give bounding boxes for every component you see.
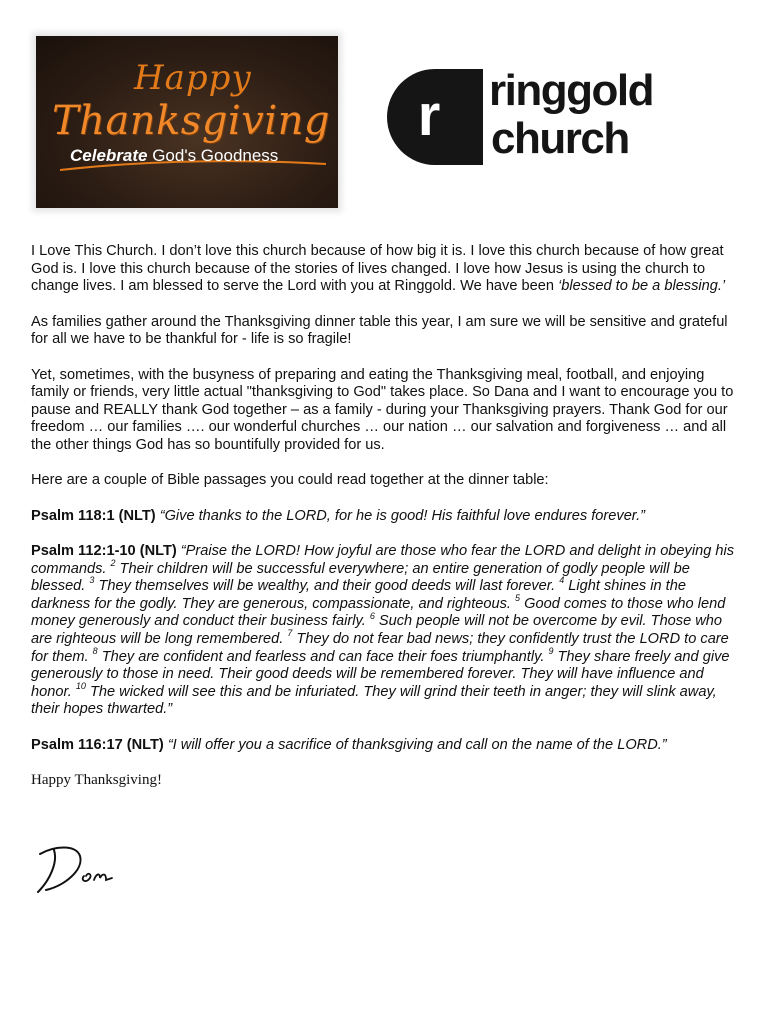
verse-number: 4 (559, 575, 565, 586)
verse-number: 9 (548, 645, 554, 656)
psalm-112-ref: Psalm 112:1-10 (NLT) (31, 543, 177, 560)
paragraph-busyness: Yet, sometimes, with the busyness of preparing and eating the Thanksgiving meal, football, and enjoying family or friends, very little actual "thanksgiving to God" takes place. So Dana and I want to encourage you to pause and REALLY thank God together – as a family - during your Thanksgiving prayers. Thank God for our freedom … our families …. our wonderful churches … our nation … our salvation and forgiveness … and all the other things God has so bountifully provided for us. (31, 366, 734, 453)
psalm-118-text: “Give thanks to the LORD, for he is good! His faithful love endures forever.” (159, 507, 646, 524)
signature-image (34, 840, 124, 896)
verse-number: 3 (89, 575, 95, 586)
psalm-116 (31, 737, 743, 755)
psalm-112-verse-5: Good comes to those who lend money generously and conduct their business fairly. (31, 595, 726, 630)
logo-mark-letter: r (417, 83, 441, 148)
letter-body (31, 243, 743, 808)
paragraph-passages-intro: Here are a couple of Bible passages you could read together at the dinner table: (31, 472, 549, 489)
psalm-112-text (31, 543, 734, 717)
verse-number: 8 (92, 645, 98, 656)
thanksgiving-banner (36, 36, 338, 208)
paragraph-love-church (31, 243, 743, 296)
banner-background (36, 36, 338, 208)
psalm-118-ref: Psalm 118:1 (NLT) (31, 507, 156, 524)
psalm-116-ref: Psalm 116:17 (NLT) (31, 736, 164, 753)
logo-wordmark-line2: church (491, 114, 629, 163)
psalm-112-verse-2: Their children will be successful everywhere; an entire generation of godly people will be blessed. (31, 560, 690, 595)
banner-happy-text: Happy (134, 58, 252, 98)
banner-title: Thanksgiving (52, 98, 330, 144)
verse-number: 7 (287, 628, 293, 639)
psalm-112-verse-1: “Praise the LORD! How joyful are those who fear the LORD and delight in obeying his commands. (31, 543, 735, 577)
psalm-112-verse-6: Such people will not be overcome by evil. Those who are righteous will be long remembered. (31, 613, 723, 648)
paragraph-love-church-italic: ‘blessed to be a blessing.’ (558, 278, 726, 295)
verse-number: 10 (75, 681, 86, 691)
psalm-118 (31, 508, 743, 526)
paragraph-families: As families gather around the Thanksgiving dinner table this year, I am sure we will be sensitive and grateful for all we have to be thankful for - life is so fragile! (31, 313, 728, 348)
verse-number: 2 (110, 557, 116, 568)
psalm-112 (31, 543, 743, 719)
closing-greeting: Happy Thanksgiving! (31, 772, 162, 789)
psalm-112-verse-3: They themselves will be wealthy, and their good deeds will last forever. (94, 578, 560, 595)
verse-number: 5 (515, 593, 521, 604)
banner-subtitle-bold: Celebrate (70, 146, 148, 165)
logo-wordmark-line1: ringgold (489, 66, 653, 115)
psalm-112-verse-7: They do not fear bad news; they confidently trust the LORD to care for them. (31, 631, 729, 665)
church-logo (387, 67, 667, 167)
psalm-112-verse-10: The wicked will see this and be infuriated. They will grind their teeth in anger; they will slink away, their hopes thwarted.” (31, 683, 717, 718)
banner-subtitle-rest: God's Goodness (147, 146, 279, 165)
psalm-112-verse-4: Light shines in the darkness for the godly. They are generous, compassionate, and righteous. (31, 578, 686, 612)
banner-subtitle (70, 146, 278, 166)
paragraph-love-church-text: I Love This Church. I don’t love this church because of how big it is. I love this church because of how great God is. I love this church because of the stories of lives changed. I love how Jesus is using the church to change lives. I am blessed to serve the Lord with you at Ringgold. We have been (31, 243, 724, 295)
verse-number: 6 (369, 610, 375, 621)
psalm-112-verse-9: They share freely and give generously to those in need. Their good deeds will be remembered forever. They will have influence and honor. (31, 648, 730, 700)
psalm-112-verse-8: They are confident and fearless and can face their foes triumphantly. (97, 648, 549, 665)
logo-mark-icon (387, 67, 483, 167)
psalm-116-text: “I will offer you a sacrifice of thanksgiving and call on the name of the LORD.” (167, 736, 667, 753)
